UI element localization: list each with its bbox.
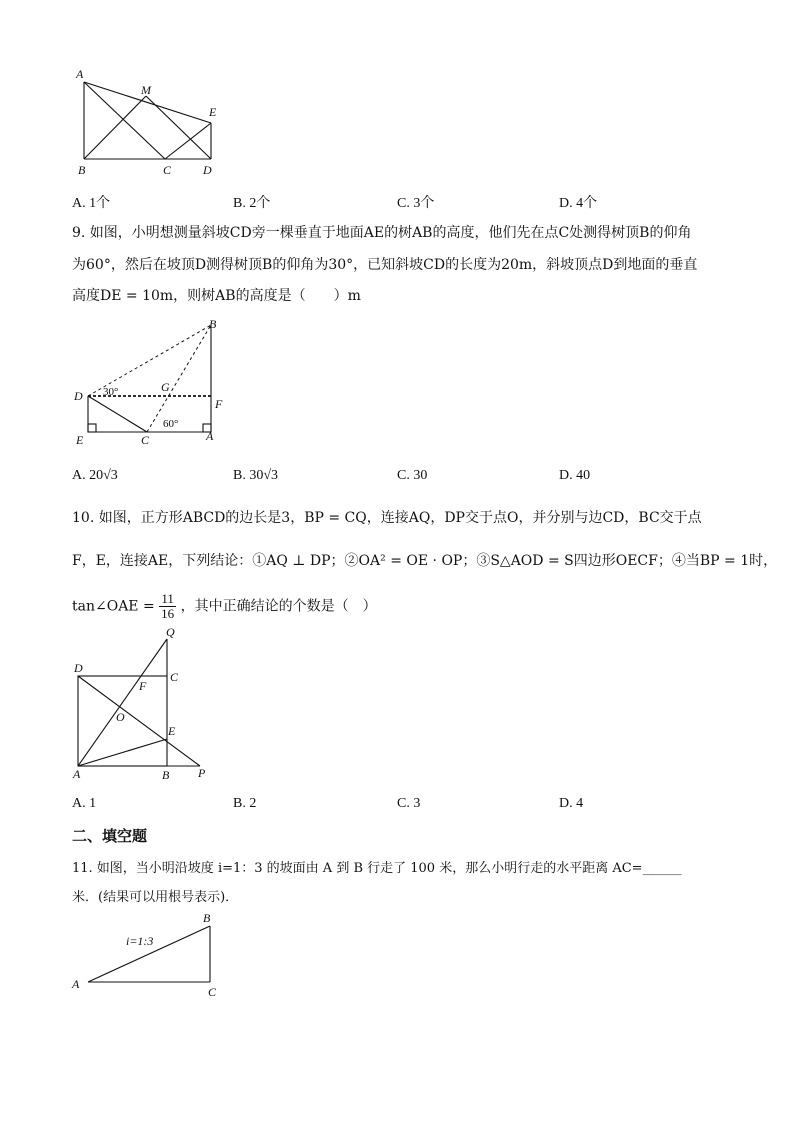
q9-option-b: B. 30√3 (233, 468, 279, 483)
q11-line-2: 米．(结果可以用根号表示)． (72, 890, 239, 905)
q9-option-d: D. 40 (559, 468, 591, 483)
q10-label-e: E (168, 724, 176, 738)
q10-option-d: D. 4 (559, 796, 584, 811)
q11-label-b: B (203, 911, 211, 925)
q9-line-2: 为60°，然后在坡顶D测得树顶B的仰角为30°，已知斜坡CD的长度为20m，斜坡顶点D到地面的垂直 (72, 257, 698, 273)
q8-label-b: B (78, 163, 86, 177)
q9-option-c: C. 30 (397, 468, 428, 483)
q9-figure (70, 316, 240, 448)
q11-line-1: 11. 如图，当小明沿坡度 i=1：3 的坡面由 A 到 B 行走了 100 米，那么小明行走的水平距离 AC=______ (72, 861, 682, 876)
q9-label-g: G (161, 380, 170, 394)
q10-label-a: A (73, 767, 81, 781)
q10-option-b: B. 2 (233, 796, 257, 811)
q10-label-c: C (170, 670, 179, 684)
q9-line-1: 9. 如图，小明想测量斜坡CD旁一棵垂直于地面AE的树AB的高度，他们先在点C处测得树顶B的仰角 (72, 225, 692, 241)
q9-label-b: B (209, 317, 217, 331)
q10-option-c: C. 3 (397, 796, 421, 811)
q10-label-f: F (139, 679, 147, 693)
q9-label-c: C (141, 433, 150, 447)
q10-label-q: Q (166, 625, 175, 639)
q10-label-o: O (116, 710, 125, 724)
q8-label-e: E (209, 105, 217, 119)
q9-angle-30: 30° (103, 386, 119, 398)
q8-option-b: B. 2个 (233, 196, 271, 211)
q10-line-3 (72, 592, 377, 621)
q11-label-a: A (72, 977, 80, 991)
q8-option-c: C. 3个 (397, 196, 435, 211)
q9-label-d: D (74, 389, 83, 403)
q10-line-2: F，E，连接AE，下列结论：①AQ ⊥ DP；②OA² = OE · OP；③S△AOD = S四边形OECF；④当BP = 1时， (72, 553, 778, 569)
q9-option-a: A. 20√3 (72, 468, 118, 483)
q10-label-d: D (74, 661, 83, 675)
q10-line-1: 10. 如图，正方形ABCD的边长是3，BP = CQ，连接AQ，DP交于点O，并分别与边CD，BC交于点 (72, 510, 702, 526)
q10-option-a: A. 1 (72, 796, 97, 811)
q8-label-c: C (163, 163, 172, 177)
q9-label-e: E (76, 433, 84, 447)
q10-fraction-denominator: 16 (161, 606, 175, 621)
q8-option-a: A. 1个 (72, 196, 111, 211)
q10-label-p: P (198, 766, 206, 780)
q9-line-3: 高度DE = 10m，则树AB的高度是（ ）m (72, 288, 361, 304)
section-heading-fill-in: 二、填空题 (72, 827, 148, 845)
q8-label-d: D (203, 163, 212, 177)
q10-label-b: B (162, 768, 170, 782)
q10-question-tail: ，其中正确结论的个数是（ ） (180, 598, 377, 615)
q9-angle-60: 60° (163, 418, 179, 430)
q11-label-slope: i=1:3 (126, 934, 154, 948)
q11-label-c: C (208, 985, 217, 999)
q8-figure (70, 66, 240, 184)
q9-label-a: A (206, 429, 214, 443)
q10-figure (68, 624, 228, 784)
q10-tan-expression: tan∠OAE = (72, 598, 155, 615)
q10-fraction (159, 592, 176, 621)
q8-label-m: M (141, 83, 151, 97)
q9-label-f: F (215, 397, 223, 411)
q8-option-d: D. 4个 (559, 196, 598, 211)
q8-label-a: A (76, 67, 84, 81)
q10-fraction-numerator: 11 (159, 592, 176, 607)
q11-figure (68, 908, 228, 1000)
